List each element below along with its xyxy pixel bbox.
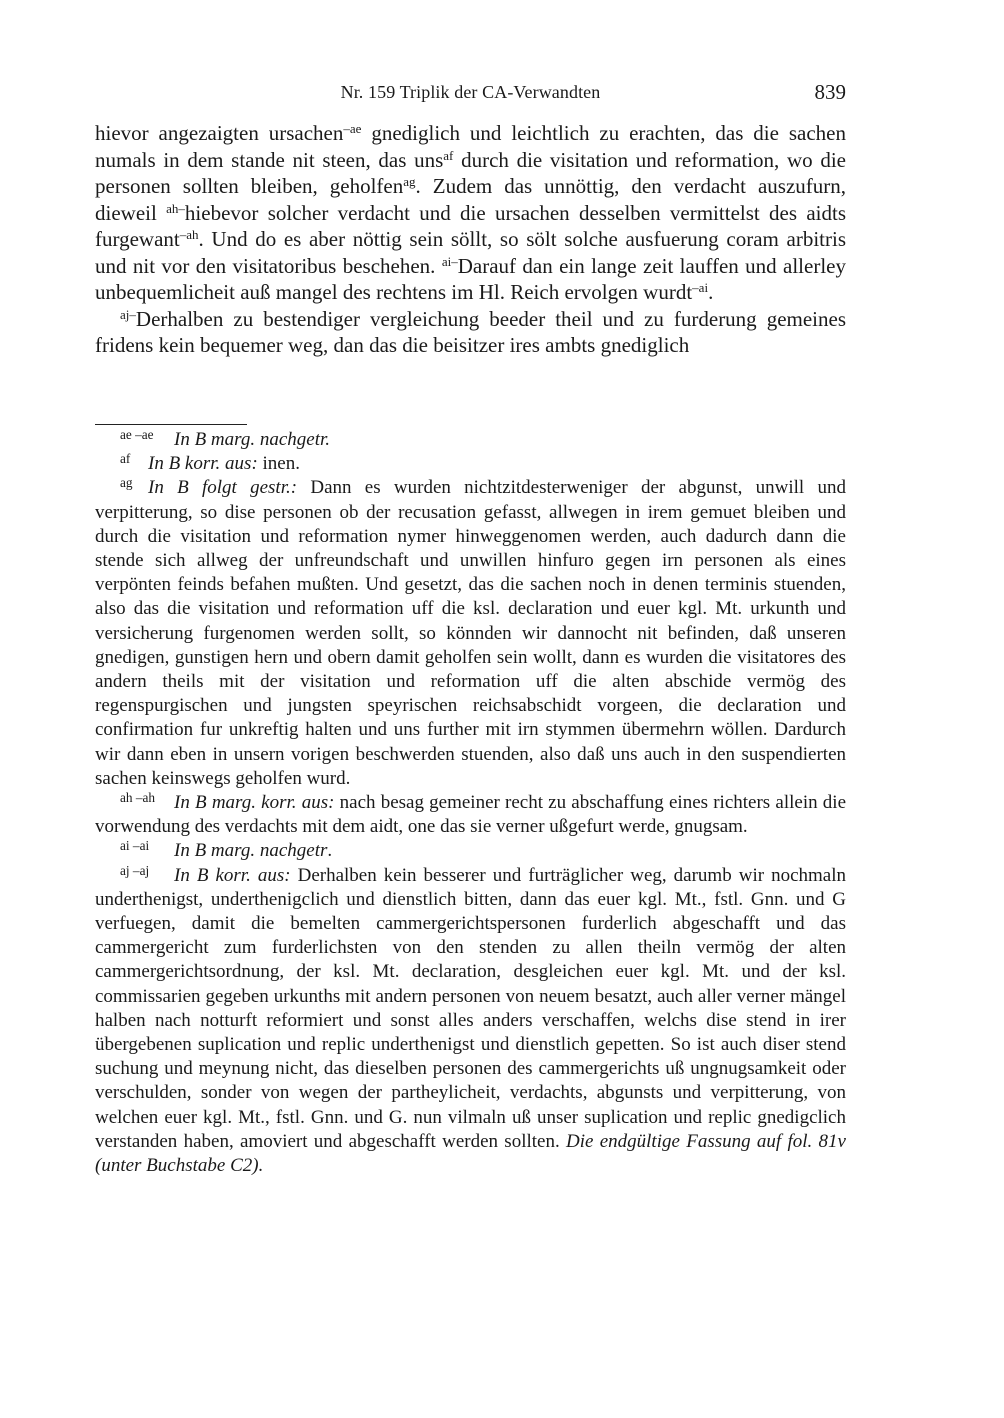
footnote-ae: ae –ae In B marg. nachgetr.: [120, 427, 331, 450]
text-run: hiebevor solcher verdacht und die ursachen desselben vermittelst des aidts furgewant: [95, 200, 847, 251]
text-run: Derhalben kein besserer und furträglicher weg, darumb wir nochmaln underthenigst, underthenigclich und dienstlich bitten, dann das euer kgl. Mt., fstl. Gnn. und G verfuegen, damit die bemelten cammergerichtspersonen furderlich abgeschafft und das cammergericht zum furderlichsten von den stenden zu allen theiln vermög der alten cammergerichtsordnung, der ksl. Mt. declaration, desgleichen euer kgl. Mt. und der ksl. commissarien gegeben urkunths mit andern personen von neuem besatzt, auch aller verner mängel halben nach notturft reformiert und sonst alles anders verschaffen, welchs dise stend in irer übergebenen suplication und replic underthenigst und dienstlich gepetten. So ist auch diser stend suchung und meynung nicht, das dieselben personen des cammergerichts uß ungnugsamkeit oder verschulden, sonder von wegen der partheylicheit, verdachts, abgunsts und verpitterung, von welchen euer kgl. Mt., fstl. Gnn. und G. nun vilmaln uß unser suplication und replic gnedigclich verstanden haben, amoviert und abgeschafft werden sollten.: [95, 864, 846, 1152]
footnote-separator: [95, 424, 247, 425]
text-run: Darauf dan ein lange zeit lauffen und allerley unbequemlicheit auß mangel des rechtens im Hl. Reich ervolgen wurdt: [95, 253, 846, 304]
page-number: 839: [814, 80, 846, 104]
editorial-note: In B korr. aus:: [148, 453, 258, 475]
running-title: Nr. 159 Triplik der CA-Verwandten: [340, 82, 601, 102]
footnote-ah: ah –ah In B marg. korr. aus: nach besag gemeiner recht zu abschaffung eines richters allein die vorwendung des verdachts mit dem aidt, one das sie verner ußgefurt werde, gnugsam.: [95, 790, 846, 838]
body-paragraph-2: [95, 306, 846, 359]
editorial-note: In B folgt gestr.:: [148, 477, 298, 499]
note-marker: af: [443, 147, 454, 163]
editorial-note: In B marg. korr. aus:: [174, 792, 335, 814]
text-run: Dann es wurden nichtzitdesterweniger der abgunst, unwill und verpitterung, so dise personen ob der recusation gefasst, allwegen in irem gemuet bleiben und durch die visitation und reformation nymer hinweggenomen werden, auch dadurch dann die stende sich allweg der unfreundschaft und unwillen hinfuro gegen irn personen als eines verpönten feinds befahen mußten. Und gesetzt, das die sachen noch in denen terminis stuenden, also das die visitation und reformation uff die ksl. declaration und euer kgl. Mt. urkunth und versicherung furgenomen werden sollt, so könnden wir dannocht nit befinden, daß unseren gnedigen, gunstigen hern und obern damit geholfen sein wollt, dann es wurden die visitatores des andern theils mit der visitation und reformation uff die alten abschide vermög des regenspurgischen und jungsten speyrischen reichsabschidt vorgeen, die declaration und confirmation fur unkreftig halten und uns further mit irn stymmen übermehrn wöllen. Dardurch wir dann eben in unsern vorigen beschwerden stuenden, also daß uns auch in den suspendierten sachen keinswegs geholfen wurd.: [95, 477, 846, 789]
footnote-ai: ai –ai In B marg. nachgetr.: [120, 838, 333, 862]
note-marker: ag: [403, 173, 416, 189]
note-marker: ai–: [441, 253, 458, 269]
note-marker: aj–: [120, 306, 136, 322]
editorial-note: Die endgültige Fassung auf fol. 81v (unter Buchstabe C2).: [95, 1130, 846, 1177]
editorial-note: In B korr. aus:: [174, 864, 291, 886]
text-run: gnediglich und leichtlich zu erachten, das die sachen numals in dem stande nit steen, das uns: [95, 121, 846, 172]
main-text: [95, 120, 846, 359]
text-run: .: [708, 280, 714, 304]
footnotes: [95, 428, 846, 1178]
footnote-ag: ag In B folgt gestr.: Dann es wurden nichtzitdesterweniger der abgunst, unwill und verpitterung, so dise personen ob der recusation gefasst, allwegen in irem gemuet bleiben und durch die visitation und reformation nymer hinweggenomen werden, auch dadurch dann die stende sich allweg der unfreundschaft und unwillen hinfuro gegen irn personen als eines verpönten feinds befahen mußten. Und gesetzt, das die sachen noch in denen terminis stuenden, also das die visitation und reformation uff die ksl. declaration und euer kgl. Mt. urkunth und versicherung furgenomen werden sollt, so könnden wir dannocht nit befinden, daß unseren gnedigen, gunstigen hern und obern damit geholfen sein wollt, dann es wurden die visitatores des andern theils mit der visitation und reformation uff die alten abschide vermög des regenspurgischen und jungsten speyrischen reichsabschidt vorgeen, die declaration und confirmation fur unkreftig halten und uns further mit irn stymmen übermehrn wöllen. Dardurch wir dann eben in unsern vorigen beschwerden stuenden, also daß uns auch in den suspendierten sachen keinswegs geholfen wurd.: [95, 475, 846, 789]
text-run: inen.: [257, 453, 300, 475]
note-marker: ah–: [166, 200, 185, 216]
body-paragraph-1: [95, 120, 846, 306]
text-run: Derhalben zu bestendiger vergleichung beeder theil und zu furderung gemeines fridens kein bequemer weg, dan das die beisitzer ires ambts gnediglich: [95, 306, 846, 357]
text-run: nach besag gemeiner recht zu abschaffung eines richters allein die vorwendung des verdachts mit dem aidt, one das sie verner ußgefurt werde, gnugsam.: [95, 792, 846, 838]
footnote-af: af In B korr. aus: inen.: [120, 451, 300, 475]
footnote-aj: aj –aj In B korr. aus: Derhalben kein besserer und furträglicher weg, darumb wir nochmaln underthenigst, underthenigclich und dienstlich bitten, dann das euer kgl. Mt., fstl. Gnn. und G verfuegen, damit die bemelten cammergerichtspersonen furderlich abgeschafft und das cammergericht zum furderlichsten von den stenden zu allen theiln vermög der alten cammergerichtsordnung, der ksl. Mt. declaration, desgleichen euer kgl. Mt. und der ksl. commissarien gegeben urkunths mit andern personen von neuem besatzt, auch aller verner mängel halben nach notturft reformiert und sonst alles anders verschaffen, welchs dise stend in irer übergebenen suplication und replic underthenigst und dienstlich gepetten. So ist auch diser stend suchung und meynung nicht, das dieselben personen des cammergerichts uß ungnugsamkeit oder verschulden, sonder von wegen der partheylicheit, verdachts, abgunsts und verpitterung, von welchen euer kgl. Mt., fstl. Gnn. und G. nun vilmaln uß unser suplication und replic gnedigclich verstanden haben, amoviert und abgeschafft werden sollten. Die endgültige Fassung auf fol. 81v (unter Buchstabe C2).: [95, 862, 846, 1177]
editorial-note: In B marg. nachgetr: [174, 840, 328, 862]
text-run: . Zudem das unnöttig, den verdacht auszufurn, dieweil: [95, 174, 846, 225]
text-run: durch die visitation und reformation, wo die personen sollten bleiben, geholfen: [95, 147, 846, 198]
note-marker: –ae: [343, 120, 362, 136]
text-run: hievor angezaigten ursachen: [95, 121, 344, 145]
note-marker: –ah: [179, 226, 199, 242]
text-run: .: [327, 840, 333, 862]
running-header: [95, 80, 846, 110]
text-run: . Und do es aber nöttig sein söllt, so sölt solche ausfuerung coram arbitris und nit vor den visitatoribus beschehen.: [95, 227, 846, 278]
note-marker: –ai: [692, 279, 709, 295]
editorial-note: In B marg. nachgetr.: [174, 429, 331, 450]
